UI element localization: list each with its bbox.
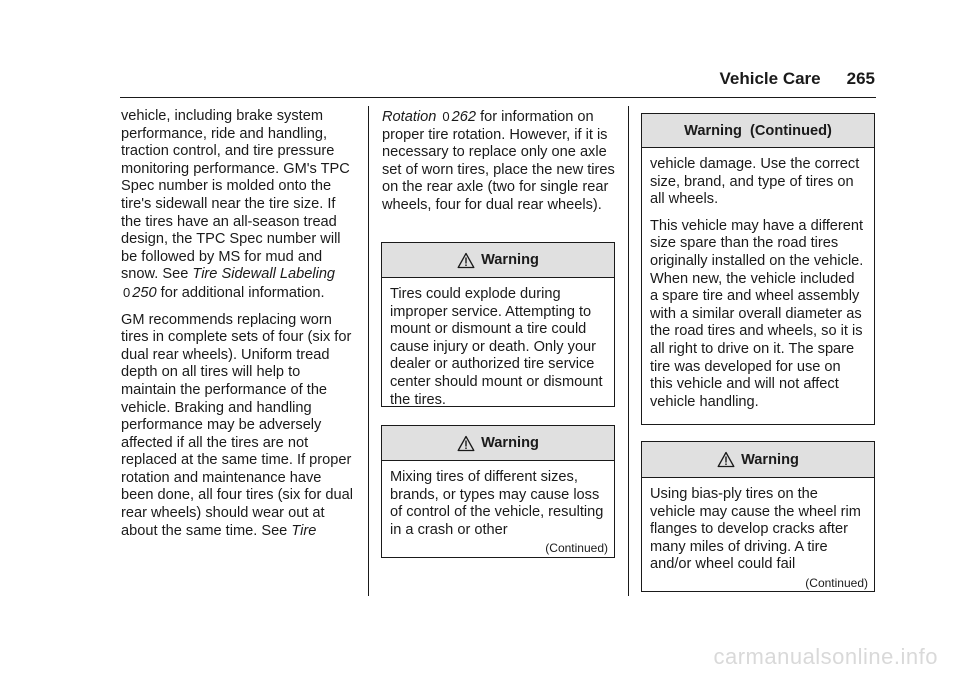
warning-body xyxy=(382,461,614,539)
warning-header xyxy=(382,243,614,278)
warning-triangle-icon xyxy=(457,435,475,452)
warning-text: Using bias-ply tires on the vehicle may cause the wheel rim flanges to develop cracks after many miles of driving. A tire and/or wheel could fail xyxy=(650,486,861,573)
warning-body xyxy=(382,278,614,409)
warning-box-1 xyxy=(381,242,615,407)
warning-triangle-icon xyxy=(717,451,735,468)
continued-label: (Continued) xyxy=(805,575,868,590)
column-1 xyxy=(121,108,357,549)
section-title: Vehicle Care xyxy=(719,69,821,88)
warning-triangle-icon xyxy=(457,252,475,269)
warning-text: Tires could explode during improper service. Attempting to mount or dismount a tire could cause injury or death. Only your dealer or authorized tire service center should mount or dismount the tires. xyxy=(390,286,603,408)
reference-arrow-icon: 0 xyxy=(123,284,131,300)
warning-title: Warning xyxy=(481,435,539,451)
paragraph xyxy=(121,108,357,303)
warning-header xyxy=(642,442,874,478)
column-divider-2 xyxy=(628,106,629,596)
page-number: 265 xyxy=(846,69,875,88)
cross-reference-title[interactable]: Rotation xyxy=(382,109,437,125)
warning-title: Warning xyxy=(481,252,539,268)
cross-reference-page[interactable]: 262 xyxy=(451,109,477,125)
page-header xyxy=(703,68,875,90)
paragraph-text: vehicle, including brake system performance, ride and handling, traction control, and tire pressure monitoring performance. GM's TPC Spec number is molded onto the tire's sidewall near the tire size. If the tires have an all-season tread design, the TPC Spec number will be followed by MS for mud and snow. See xyxy=(121,108,350,283)
reference-arrow-icon: 0 xyxy=(442,109,450,124)
warning-header xyxy=(382,426,614,461)
warning-text: Mixing tires of different sizes, brands, or types may cause loss of control of the vehicle, resulting in a crash or other xyxy=(390,469,604,538)
paragraph-text: for additional information. xyxy=(160,284,325,301)
continued-label: (Continued) xyxy=(545,541,608,556)
warning-box-continued xyxy=(641,113,875,425)
paragraph xyxy=(382,108,620,215)
paragraph xyxy=(121,312,357,541)
cross-reference-title[interactable]: Tire xyxy=(291,522,317,539)
warning-box-2 xyxy=(381,425,615,558)
cross-reference-page[interactable]: 250 xyxy=(132,284,157,301)
watermark: carmanualsonline.info xyxy=(713,644,938,669)
warning-title: Warning xyxy=(741,451,799,468)
warning-body xyxy=(642,148,874,411)
warning-body xyxy=(642,478,874,574)
cross-reference-title[interactable]: Tire Sidewall Labeling xyxy=(192,266,336,283)
warning-box-4 xyxy=(641,441,875,592)
header-rule xyxy=(120,97,876,98)
column-divider-1 xyxy=(368,106,369,596)
warning-text: This vehicle may have a different size spare than the road tires originally installed on the vehicle. When new, the vehicle included a spare tire and wheel assembly with a similar overall diameter as the road tires and wheels, so it is all right to drive on it. The spare tire was developed for use on this vehicle and will not affect vehicle handling. xyxy=(650,217,864,410)
column-2 xyxy=(382,108,620,224)
warning-title: Warning (Continued) xyxy=(684,122,832,139)
warning-header xyxy=(642,114,874,148)
paragraph-text: GM recommends replacing worn tires in complete sets of four (six for dual rear wheels). Uniform tread depth on all tires will help to maintain the performance of the vehicle. Braking and handling performance may be adversely affected if all the tires are not replaced at the same time. If proper rotation and maintenance have been done, all four tires (six for dual rear wheels) should wear out at about the same time. See xyxy=(121,311,354,539)
paragraph-text: for information on proper tire rotation. However, if it is necessary to replace only one axle set of worn tires, place the new tires on the rear axle (two for single rear wheels, four for dual rear wheels). xyxy=(382,109,615,213)
warning-text: vehicle damage. Use the correct size, brand, and type of tires on all wheels. xyxy=(650,156,860,208)
